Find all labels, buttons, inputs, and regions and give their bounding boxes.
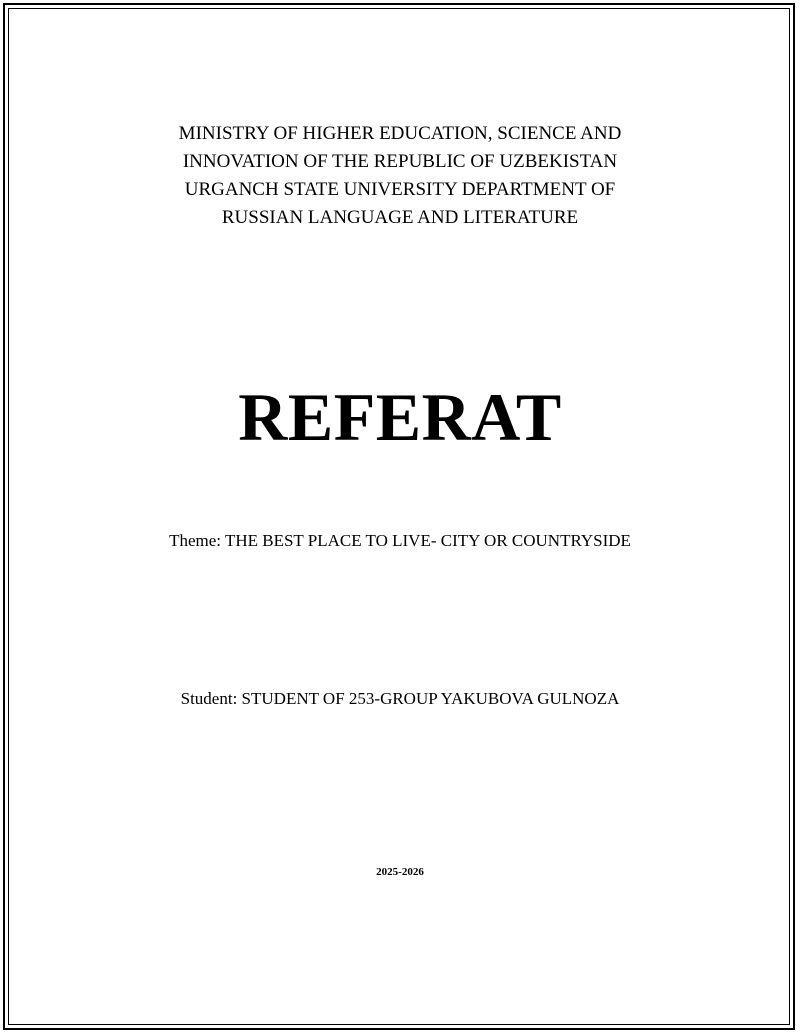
institution-line-2: INNOVATION OF THE REPUBLIC OF UZBEKISTAN (182, 151, 618, 172)
document-title: REFERAT (238, 379, 562, 455)
theme-line (0, 529, 800, 553)
institution-line-4: RUSSIAN LANGUAGE AND LITERATURE (221, 207, 579, 228)
institution-line-1: MINISTRY OF HIGHER EDUCATION, SCIENCE AND (178, 123, 622, 144)
theme-value: THE BEST PLACE TO LIVE- CITY OR COUNTRYSIDE (224, 531, 631, 550)
institution-header (0, 120, 800, 232)
student-label: Student: (180, 689, 238, 708)
student-value: STUDENT OF 253-GROUP YAKUBOVA GULNOZA (241, 689, 620, 708)
theme-label: Theme: (169, 531, 221, 550)
student-line (0, 687, 800, 711)
academic-year: 2025-2026 (376, 866, 424, 878)
institution-line-3: URGANCH STATE UNIVERSITY DEPARTMENT OF (184, 179, 616, 200)
